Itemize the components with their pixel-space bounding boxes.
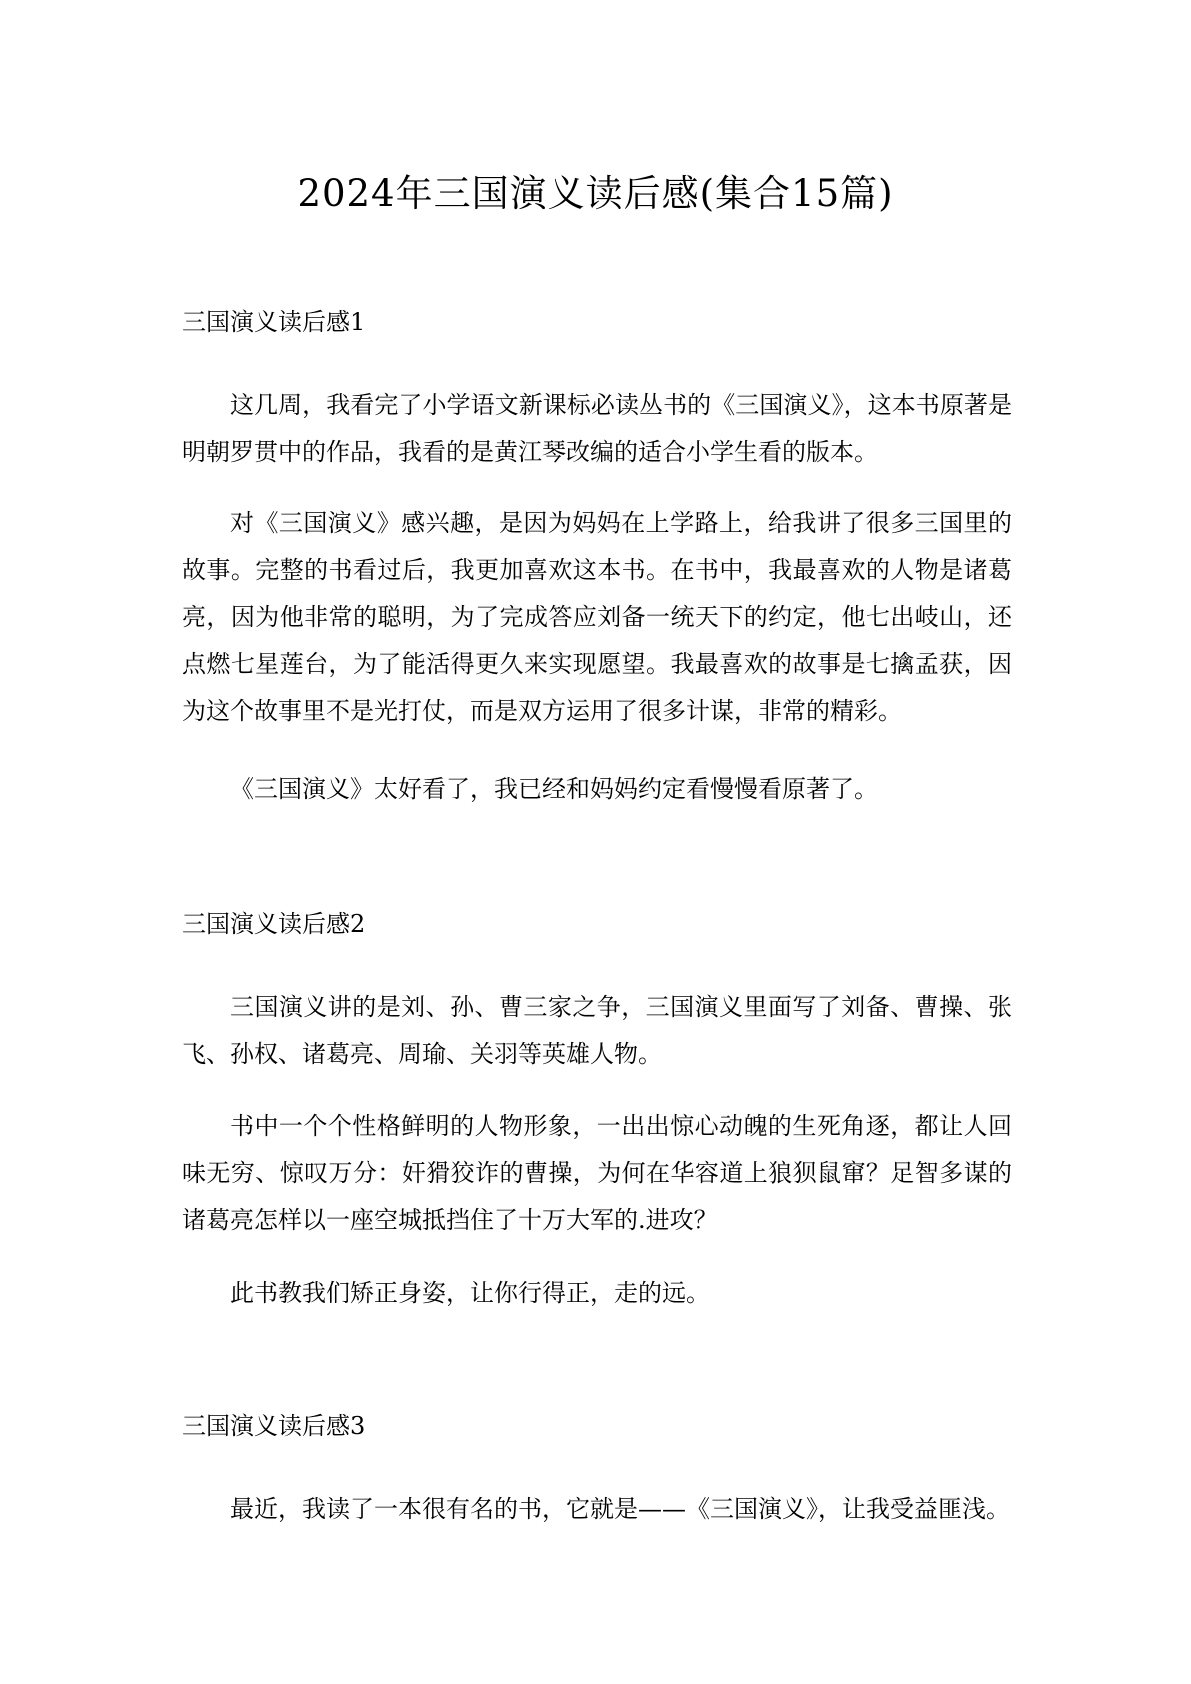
section-heading-3: 三国演义读后感3 xyxy=(182,1412,366,1440)
section-2-paragraph-1: 三国演义讲的是刘、孙、曹三家之争，三国演义里面写了刘备、曹操、张飞、孙权、诸葛亮、周瑜、关羽等英雄人物。 xyxy=(182,993,1012,1068)
section-heading-2: 三国演义读后感2 xyxy=(182,910,366,938)
section-1-paragraph-1: 这几周，我看完了小学语文新课标必读丛书的《三国演义》，这本书原著是明朝罗贯中的作品，我看的是黄江琴改编的适合小学生看的版本。 xyxy=(182,391,1012,466)
section-1-paragraph-2: 对《三国演义》感兴趣，是因为妈妈在上学路上，给我讲了很多三国里的故事。完整的书看过后，我更加喜欢这本书。在书中，我最喜欢的人物是诸葛亮，因为他非常的聪明，为了完成答应刘备一统天下的约定，他七出岐山，还点燃七星莲台，为了能活得更久来实现愿望。我最喜欢的故事是七擒孟获，因为这个故事里不是光打仗，而是双方运用了很多计谋，非常的精彩。 xyxy=(182,509,1012,725)
section-2-paragraph-2: 书中一个个性格鲜明的人物形象，一出出惊心动魄的生死角逐，都让人回味无穷、惊叹万分：奸猾狡诈的曹操，为何在华容道上狼狈鼠窜？足智多谋的诸葛亮怎样以一座空城抵挡住了十万大军的.进攻？ xyxy=(182,1112,1012,1234)
section-2-paragraph-3: 此书教我们矫正身姿，让你行得正，走的远。 xyxy=(230,1279,710,1307)
section-heading-1: 三国演义读后感1 xyxy=(182,308,366,336)
section-3-paragraph-1: 最近，我读了一本很有名的书，它就是——《三国演义》，让我受益匪浅。 xyxy=(230,1495,1010,1523)
document-title: 2024年三国演义读后感(集合15篇) xyxy=(297,172,894,215)
section-1-paragraph-3: 《三国演义》太好看了，我已经和妈妈约定看慢慢看原著了。 xyxy=(230,775,878,803)
